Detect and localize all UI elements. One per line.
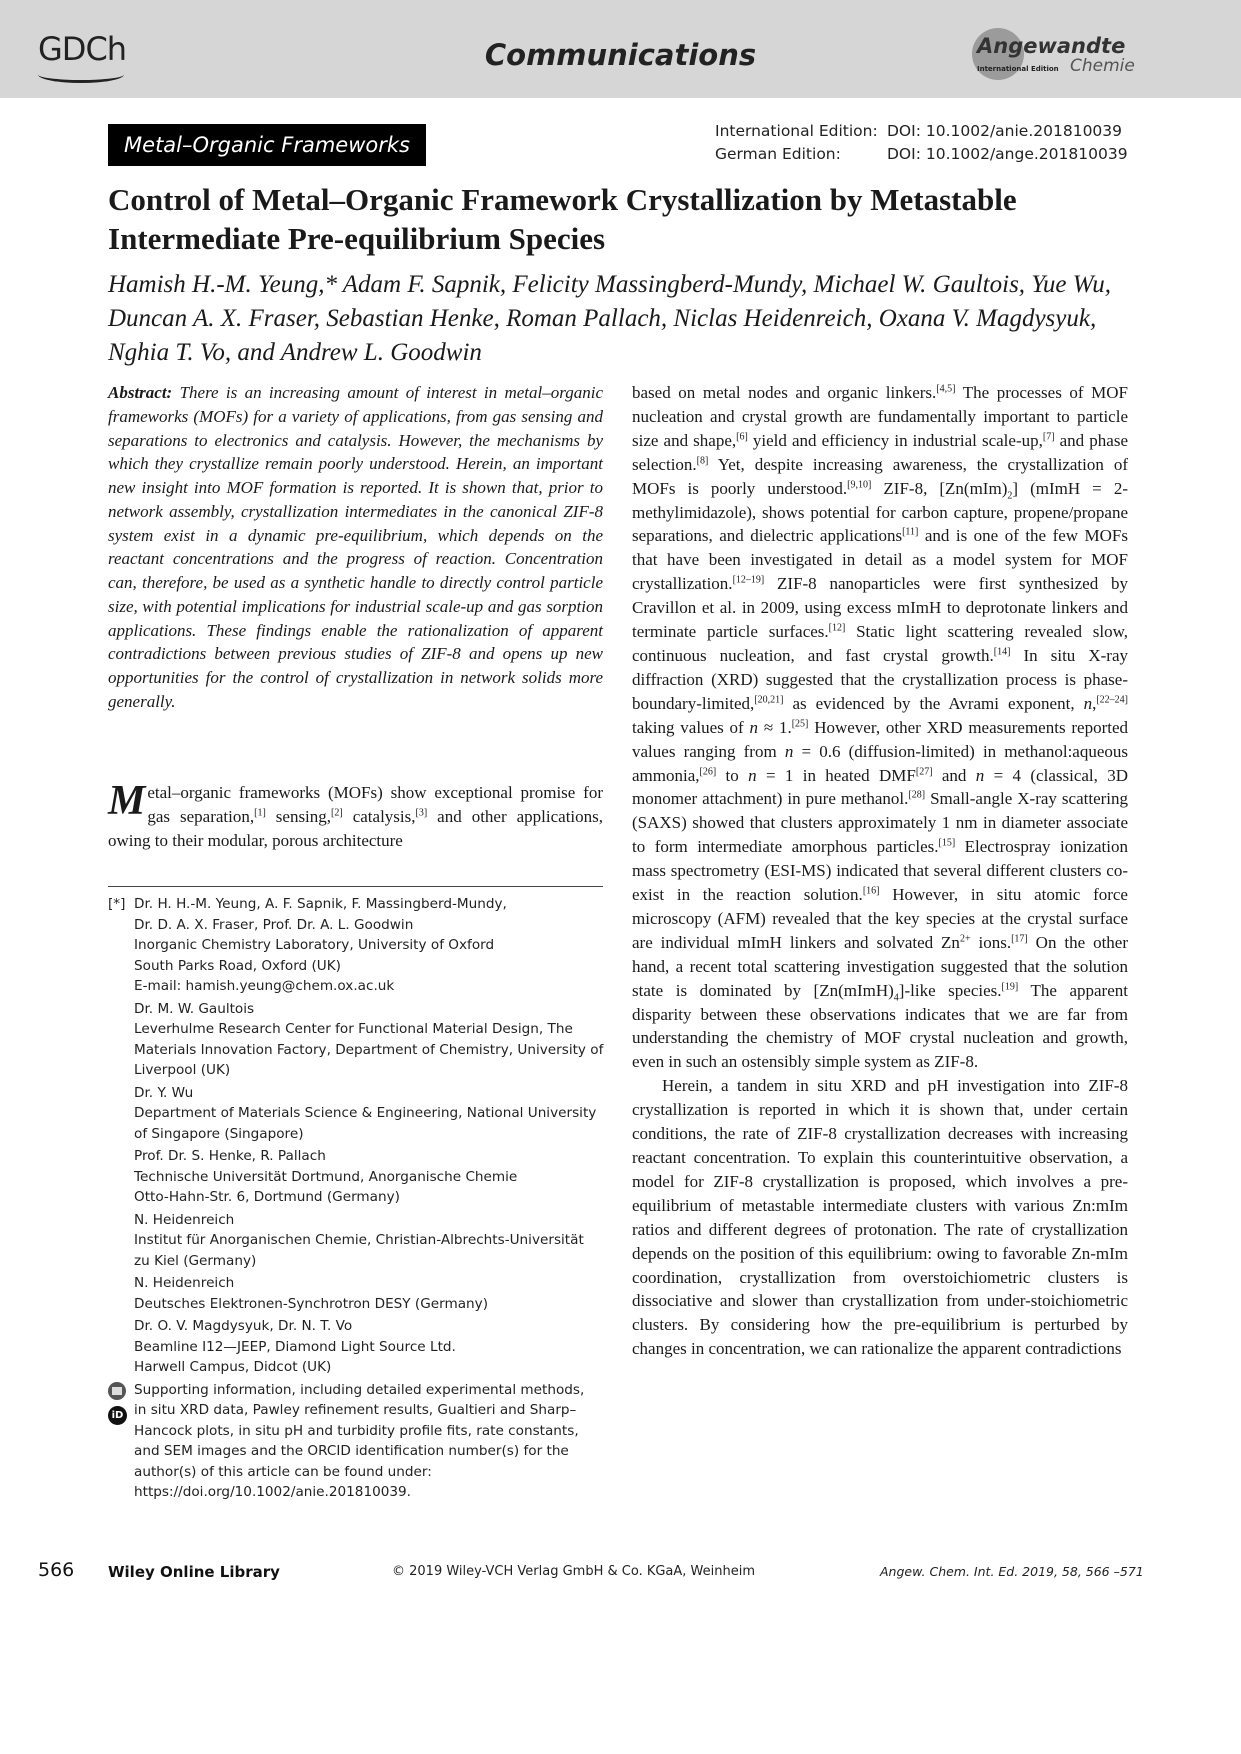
affiliation-line: of Singapore (Singapore) — [134, 1125, 304, 1142]
citation-ref[interactable]: [4,5] — [936, 383, 956, 395]
affiliation-line: Dr. D. A. X. Fraser, Prof. Dr. A. L. Goodwin — [134, 916, 414, 933]
body-text: = 4 (classical, 3D monomer attachment) in pure methanol. — [632, 765, 1128, 809]
journal-citation: Angew. Chem. Int. Ed. 2019, 58, 566 –571 — [880, 1564, 1144, 1579]
affiliation-line: N. Heidenreich — [134, 1211, 235, 1228]
body-text: On the other hand, a recent total scattering investigation suggested that the solution state is dominated by [Zn(mImH) — [632, 932, 1128, 1000]
doi-german-label: German Edition: — [715, 145, 841, 163]
body-text: However, other XRD measurements reported values ranging from — [632, 717, 1128, 761]
body-text: ions. — [970, 932, 1012, 952]
copyright: © 2019 Wiley-VCH Verlag GmbH & Co. KGaA, Weinheim — [392, 1564, 756, 1579]
body-text: ZIF-8 nanoparticles were first synthesized by Cravillon et al. in 2009, using excess mImH to deprotonate linkers and terminate particle surfaces. — [632, 574, 1128, 642]
body-text: ≈ 1. — [758, 717, 792, 737]
body-text: yield and efficiency in industrial scale-up, — [747, 430, 1043, 450]
doi-intl-value[interactable]: DOI: 10.1002/anie.201810039 — [887, 122, 1123, 140]
citation-ref[interactable]: [25] — [791, 718, 809, 730]
citation-ref[interactable]: 2+ — [959, 933, 971, 945]
body-text: and phase selection. — [632, 430, 1128, 474]
affiliation-line: N. Heidenreich — [134, 1275, 235, 1291]
citation-ref[interactable]: [20,21] — [754, 694, 784, 706]
affiliation-mark: [*] — [108, 896, 126, 912]
body-text: ZIF-8, [Zn(mIm) — [871, 478, 1008, 498]
body-text: as evidenced by the Avrami exponent, — [783, 693, 1084, 713]
journal-header — [0, 0, 1241, 98]
math-variable: n — [1083, 693, 1093, 713]
affiliation-line: Prof. Dr. S. Henke, R. Pallach — [134, 1148, 326, 1164]
affiliation-line: Dr. H. H.-M. Yeung, A. F. Sapnik, F. Massingberd-Mundy, — [134, 896, 507, 912]
citation-ref[interactable]: [2] — [331, 807, 343, 819]
supporting-info-text — [108, 1380, 608, 1503]
wiley-online-library-link[interactable]: Wiley Online Library — [108, 1563, 280, 1581]
body-text: = 0.6 (diffusion-limited) in methanol:aqueous ammonia, — [632, 741, 1128, 785]
right-column — [632, 381, 1128, 1361]
affiliation-line: Inorganic Chemistry Laboratory, University of Oxford — [134, 937, 495, 953]
citation-ref[interactable]: [28] — [908, 789, 926, 801]
affiliation-block — [108, 1083, 608, 1145]
doi-block — [715, 120, 1128, 166]
doi-german-value[interactable]: DOI: 10.1002/ange.201810039 — [887, 145, 1128, 163]
citation-ref[interactable]: [12–19] — [732, 574, 765, 586]
affiliation-block — [108, 1273, 608, 1314]
abstract-label: Abstract: — [108, 383, 173, 402]
intro-paragraph — [108, 778, 604, 853]
citation-ref[interactable]: [6] — [736, 431, 748, 443]
citation-ref[interactable]: [3] — [415, 807, 428, 819]
affiliation-line: Otto-Hahn-Str. 6, Dortmund (Germany) — [134, 1189, 400, 1205]
doi-intl-label: International Edition: — [715, 122, 878, 140]
citation-ref[interactable]: [19] — [1001, 981, 1019, 992]
citation-ref[interactable]: [7] — [1042, 431, 1055, 443]
orcid-icon[interactable]: iD — [108, 1406, 127, 1425]
publisher-logo: GDCh — [38, 30, 127, 68]
citation-ref[interactable]: [22–24] — [1096, 694, 1128, 706]
affiliation-line: Institut für Anorganischen Chemie, Christian-Albrechts-Universität — [134, 1232, 584, 1248]
citation-ref[interactable]: [27] — [915, 765, 933, 777]
affiliation-line: Beamline I12—JEEP, Diamond Light Source Ltd. — [134, 1338, 456, 1355]
affiliation-blocks — [108, 894, 608, 1378]
body-text: However, in situ atomic force microscopy (AFM) revealed that the key species at the crystal surface are individual mImH linkers and solvated Zn — [632, 885, 1128, 952]
body-text: Static light scattering revealed slow, continuous nucleation, and fast crystal growth. — [632, 622, 1128, 665]
supporting-info-line: Supporting information, including detailed experimental methods, — [134, 1381, 585, 1398]
affiliation-block — [108, 1316, 608, 1378]
body-paragraph-1 — [632, 381, 1128, 1074]
affiliation-line: Materials Innovation Factory, Department of Chemistry, University of — [134, 1041, 604, 1058]
body-text: Small-angle X-ray scattering (SAXS) showed that clusters approximately 1 nm in diameter associate to form intermediate amorphous particles. — [632, 789, 1129, 857]
citation-ref[interactable]: [12] — [828, 622, 846, 634]
math-variable: n — [748, 765, 757, 785]
section-title: Communications — [484, 38, 757, 72]
intro-text-a: etal–organic frameworks (MOFs) show exceptional promise for gas separation, — [147, 783, 603, 826]
journal-edition: International Edition — [977, 65, 1059, 73]
abstract-text: There is an increasing amount of interest in metal–organic frameworks (MOFs) for a variety of applications, from gas sensing and separations to electronics and catalysis. However, the mechanisms by which they crystallize remain poorly understood. Herein, an important new insight into MOF formation is reported. It is shown that, prior to network assembly, crystallization intermediates in the canonical ZIF-8 system exist in a dynamic pre-equilibrium, which depends on the reactant concentrations and the progress of reaction. Concentration can, therefore, be used as a synthetic handle to directly control particle size, with potential implications for industrial scale-up and gas sorption applications. These findings enable the rationalization of apparent contradictions between previous studies of ZIF-8 and opens up new opportunities for the control of crystallization in network solids more generally. — [108, 383, 603, 711]
drop-cap: M — [108, 778, 146, 824]
body-text: taking values of — [632, 717, 750, 737]
author-list: Hamish H.-M. Yeung,* Adam F. Sapnik, Felicity Massingberd-Mundy, Michael W. Gaultois, Yue Wu, Duncan A. X. Fraser, Sebastian Henke, Roman Pallach, Niclas Heidenreich, Oxana V. Magdysyuk, Nghia T. Vo, and Andrew L. Goodwin — [108, 271, 1111, 366]
body-text: and — [932, 765, 976, 785]
subscript: 2 — [1007, 490, 1013, 502]
affiliation-line: South Parks Road, Oxford (UK) — [134, 957, 341, 974]
intro-text-b: sensing, — [265, 807, 332, 826]
affiliation-block — [108, 999, 608, 1081]
intro-text-c: catalysis, — [342, 807, 416, 826]
affiliation-line[interactable]: E-mail: hamish.yeung@chem.ox.ac.uk — [134, 978, 395, 994]
affiliation-line: Liverpool (UK) — [134, 1062, 231, 1078]
affiliation-line: zu Kiel (Germany) — [134, 1252, 257, 1269]
body-text: The apparent disparity between these observations indicates that we are far from understanding the chemistry of MOF crystal nucleation and growth, even in such an ostensibly simple system as ZIF-8. — [632, 980, 1128, 1072]
supporting-info-line: Hancock plots, in situ pH and turbidity profile fits, rate constants, — [134, 1422, 579, 1439]
affiliation-line: Dr. Y. Wu — [134, 1084, 194, 1101]
citation-ref[interactable]: [17] — [1011, 933, 1028, 945]
supporting-info-line: and SEM images and the ORCID identification number(s) for the — [134, 1443, 569, 1459]
affiliation-block — [108, 894, 608, 997]
affiliation-line: Department of Materials Science & Engineering, National University — [134, 1105, 597, 1121]
citation-ref[interactable]: [16] — [862, 885, 880, 897]
body-paragraph-2: Herein, a tandem in situ XRD and pH investigation into ZIF-8 crystallization is reported in which it is shown that, under certain conditions, the rate of ZIF-8 crystallization decreases with increasing reactant concentration. To explain this counterintuitive observation, a model for ZIF-8 crystallization is proposed, which involves a pre-equilibrium of metastable intermediate clusters with various Zn:mIm ratios and different degrees of protonation. The rate of crystallization depends on the position of this equilibrium: owing to favorable Zn-mIm coordination, crystallization from overstoichiometric clusters is dissociative and slower than crystallization from under-stoichiometric clusters. By considering how the pre-equilibrium is perturbed by changes in concentration, we can rationalize the apparent contradictions — [632, 1076, 1128, 1359]
body-text: based on metal nodes and organic linkers. — [632, 383, 937, 402]
journal-sub: Chemie — [1070, 56, 1135, 76]
body-text: In situ X-ray diffraction (XRD) suggested that the crystallization process is phase-boundary-limited, — [632, 645, 1128, 713]
affiliation-line: Harwell Campus, Didcot (UK) — [134, 1359, 332, 1375]
footnote-divider — [108, 886, 603, 887]
subscript: 4 — [893, 992, 899, 1004]
article-title: Control of Metal–Organic Framework Crystallization by Metastable Intermediate Pre-equilibrium Species — [108, 182, 1017, 256]
si-icons — [108, 1382, 127, 1425]
math-variable: n — [784, 741, 794, 761]
affiliation-line: Leverhulme Research Center for Functional Material Design, The — [134, 1021, 573, 1037]
body-text: The processes of MOF nucleation and crystal growth are fundamentally important to particle size and shape, — [632, 383, 1128, 450]
body-text: to — [716, 765, 749, 785]
citation-ref[interactable]: [11] — [902, 526, 919, 538]
affiliation-line: Technische Universität Dortmund, Anorganische Chemie — [134, 1168, 518, 1185]
affiliations — [108, 894, 608, 1505]
body-text: ]-like species. — [898, 980, 1002, 1000]
topic-badge: Metal–Organic Frameworks — [108, 124, 426, 166]
supporting-info-line: in situ XRD data, Pawley refinement results, Gualtieri and Sharp– — [134, 1402, 577, 1418]
body-text: ] (mImH = 2-methylimidazole), shows potential for carbon capture, propene/propane separations, and dielectric applications — [632, 478, 1128, 546]
body-text: Yet, despite increasing awareness, the crystallization of MOFs is poorly understood. — [632, 454, 1128, 498]
math-variable: n — [749, 717, 759, 737]
affiliation-line: Deutsches Elektronen-Synchrotron DESY (Germany) — [134, 1295, 489, 1312]
supporting-info-line: author(s) of this article can be found under: — [134, 1463, 432, 1480]
body-text: , — [1092, 693, 1097, 713]
body-text: and is one of the few MOFs that have been investigated in detail as a model system for MOF crystallization. — [632, 526, 1128, 594]
journal-name: Angewandte — [977, 34, 1126, 58]
citation-ref[interactable]: [1] — [254, 807, 266, 819]
supporting-info-icon[interactable] — [108, 1382, 126, 1400]
page-footer — [0, 1560, 1241, 1584]
supporting-info — [108, 1380, 608, 1503]
citation-ref[interactable]: [26] — [699, 765, 717, 777]
page-number: 566 — [38, 1559, 75, 1581]
body-text: = 1 in heated DMF — [756, 765, 916, 785]
citation-ref[interactable]: [14] — [993, 646, 1011, 658]
affiliation-line: Dr. M. W. Gaultois — [134, 1000, 255, 1017]
affiliation-block — [108, 1146, 608, 1208]
citation-ref[interactable]: [9,10] — [847, 478, 872, 490]
intro-text-d: and other applications, owing to their modular, porous architecture — [108, 807, 604, 850]
body-text: Electrospray ionization mass spectrometry (ESI-MS) indicated that several different clusters co-exist in the reaction solution. — [632, 837, 1129, 905]
math-variable: n — [975, 765, 985, 785]
citation-ref[interactable]: [8] — [696, 455, 709, 467]
affiliation-block — [108, 1210, 608, 1272]
affiliation-line: Dr. O. V. Magdysyuk, Dr. N. T. Vo — [134, 1318, 353, 1334]
abstract — [108, 381, 603, 714]
citation-ref[interactable]: [15] — [938, 837, 956, 849]
supporting-info-line[interactable]: https://doi.org/10.1002/anie.201810039. — [134, 1484, 412, 1500]
